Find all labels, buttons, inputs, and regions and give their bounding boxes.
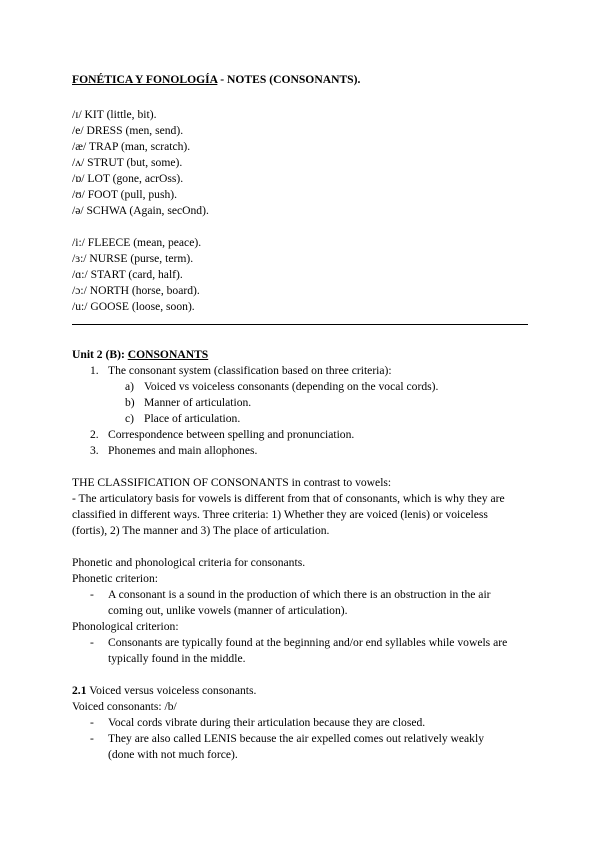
outline-subitem: [72, 379, 528, 395]
page-title: [72, 71, 528, 89]
unit-title: CONSONANTS: [127, 348, 209, 361]
classification-heading: THE CLASSIFICATION OF CONSONANTS in contrast to vowels:: [72, 476, 392, 489]
outline-text: Correspondence between spelling and pronunciation.: [108, 428, 355, 441]
outline-subitem: [72, 411, 528, 427]
criteria-intro: Phonetic and phonological criteria for consonants.: [72, 556, 306, 569]
section-title: Voiced versus voiceless consonants.: [86, 684, 257, 697]
dash-bullet: -: [90, 732, 94, 745]
outline-letter: b): [125, 396, 135, 409]
spacer: [72, 667, 528, 683]
outline-subtext: Manner of articulation.: [144, 396, 252, 409]
vowel-line: /i:/ FLEECE (mean, peace).: [72, 236, 202, 249]
title-rest: - NOTES (CONSONANTS).: [217, 73, 361, 86]
outline-letter: a): [125, 380, 135, 393]
spacer: [72, 219, 528, 235]
phonological-item: [72, 635, 528, 667]
vowel-line: /ɔ:/ NORTH (horse, board).: [72, 284, 200, 297]
section-number: 2.1: [72, 684, 87, 697]
outline-text: The consonant system (classification based on three criteria):: [108, 364, 392, 377]
outline-subitem: [72, 395, 528, 411]
outline-text: Phonemes and main allophones.: [108, 444, 258, 457]
section-item: [72, 715, 528, 731]
phonetic-text: A consonant is a sound in the production of which there is an obstruction in the air: [108, 588, 491, 601]
horizontal-divider: [72, 324, 528, 325]
phonological-text: Consonants are typically found at the beginning and/or end syllables while vowels are: [108, 636, 508, 649]
outline-item: [72, 427, 528, 443]
unit-prefix: Unit 2 (B):: [72, 348, 128, 361]
outline-item: [72, 443, 528, 459]
unit-outline: [72, 363, 528, 459]
vowel-line: /ʊ/ FOOT (pull, push).: [72, 188, 178, 201]
dash-bullet: -: [90, 716, 94, 729]
vowel-line: /u:/ GOOSE (loose, soon).: [72, 300, 195, 313]
section-heading: [72, 683, 528, 699]
classification-text: classified in different ways. Three criteria: 1) Whether they are voiced (lenis) or voiceless: [72, 508, 488, 521]
phonetic-item: [72, 587, 528, 619]
vowel-line: /e/ DRESS (men, send).: [72, 124, 184, 137]
outline-subtext: Place of articulation.: [144, 412, 241, 425]
section-subheading: Voiced consonants: /b/: [72, 700, 177, 713]
spacer: [72, 459, 528, 475]
dash-bullet: -: [90, 636, 94, 649]
phonetic-text: coming out, unlike vowels (manner of articulation).: [108, 604, 348, 617]
document-body: [72, 71, 528, 763]
vowel-line: /æ/ TRAP (man, scratch).: [72, 140, 191, 153]
vowel-line: /ɪ/ KIT (little, bit).: [72, 108, 157, 121]
vowel-line: /ɒ/ LOT (gone, acrOss).: [72, 172, 184, 185]
vowel-line: /ɑ:/ START (card, half).: [72, 268, 183, 281]
dash-bullet: -: [90, 588, 94, 601]
classification-text: - The articulatory basis for vowels is different from that of consonants, which is why they are: [72, 492, 505, 505]
unit-heading: [72, 347, 528, 363]
section-item-text: (done with not much force).: [108, 748, 238, 761]
phonological-label: Phonological criterion:: [72, 620, 179, 633]
vowel-line: /ʌ/ STRUT (but, some).: [72, 156, 183, 169]
long-vowels-list: [72, 235, 528, 315]
outline-number: 3.: [90, 444, 99, 457]
criteria-section: [72, 555, 528, 667]
vowel-line: /ɜ:/ NURSE (purse, term).: [72, 252, 194, 265]
outline-letter: c): [125, 412, 135, 425]
outline-item: [72, 363, 528, 379]
section-item-text: They are also called LENIS because the air expelled comes out relatively weakly: [108, 732, 484, 745]
section-2-1: [72, 683, 528, 763]
classification-section: [72, 475, 528, 539]
title-subject: FONÉTICA Y FONOLOGÍA: [72, 73, 218, 86]
vowel-line: /ə/ SCHWA (Again, secOnd).: [72, 204, 209, 217]
phonetic-label: Phonetic criterion:: [72, 572, 158, 585]
short-vowels-list: [72, 107, 528, 219]
section-item-text: Vocal cords vibrate during their articulation because they are closed.: [108, 716, 426, 729]
outline-number: 1.: [90, 364, 99, 377]
outline-subtext: Voiced vs voiceless consonants (depending on the vocal cords).: [144, 380, 439, 393]
outline-number: 2.: [90, 428, 99, 441]
section-item: [72, 731, 528, 763]
phonological-text: typically found in the middle.: [108, 652, 246, 665]
spacer: [72, 539, 528, 555]
classification-text: (fortis), 2) The manner and 3) The place of articulation.: [72, 524, 330, 537]
